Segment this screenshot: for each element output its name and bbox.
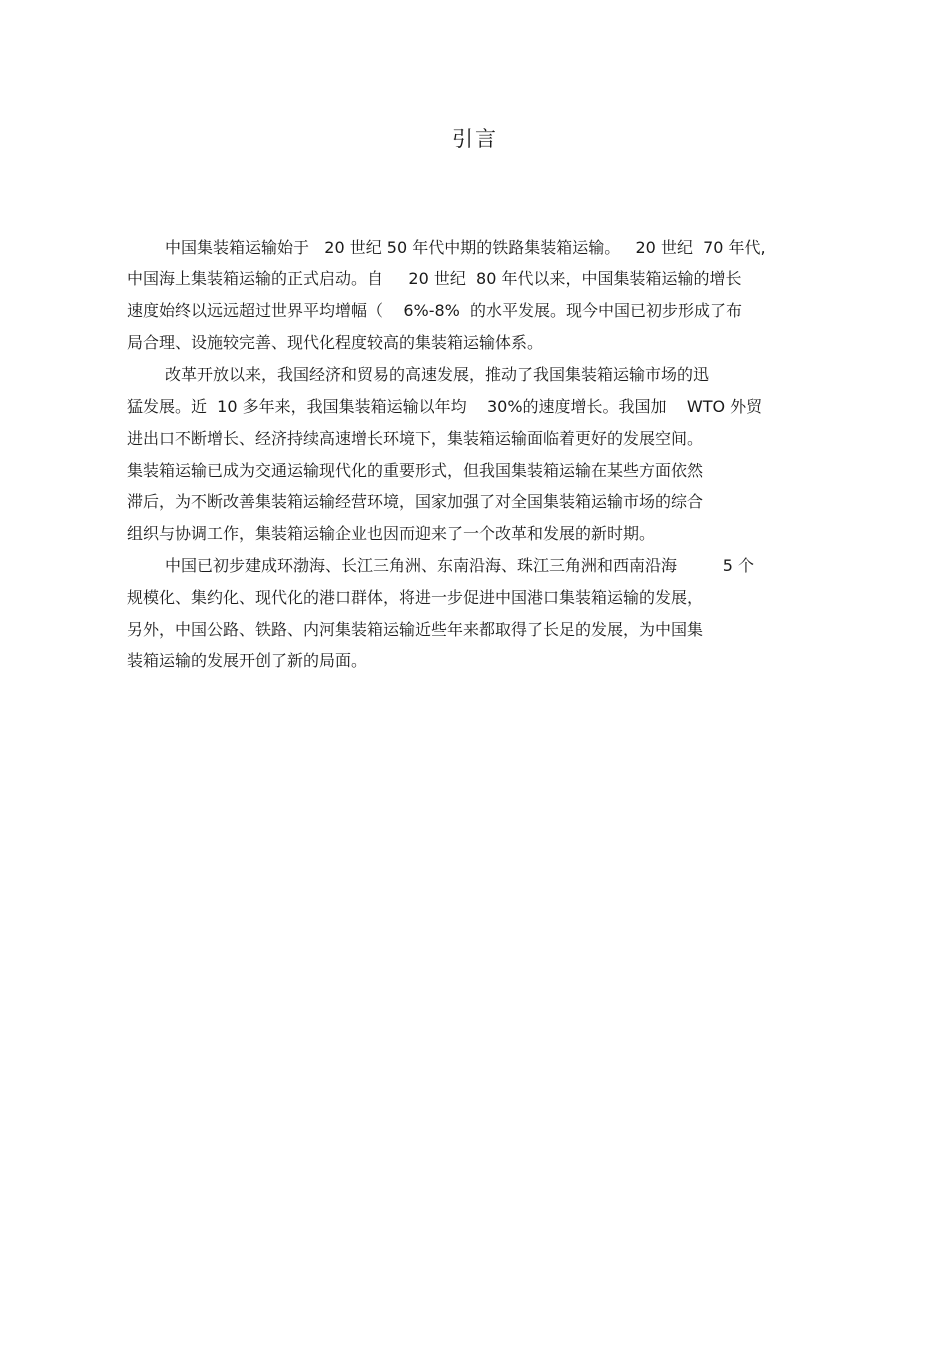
paragraph-line: 中国集装箱运输始于 20 世纪 50 年代中期的铁路集装箱运输。 20 世纪 70 年代, bbox=[165, 238, 766, 257]
paragraph-line: 速度始终以远远超过世界平均增幅（ 6%-8% 的水平发展。现今中国已初步形成了布 bbox=[127, 301, 743, 320]
paragraph-line: 集装箱运输已成为交通运输现代化的重要形式，但我国集装箱运输在某些方面依然 bbox=[127, 461, 704, 480]
page-title: 引言 bbox=[452, 127, 498, 151]
paragraph-line: 中国海上集装箱运输的正式启动。自 20 世纪 80 年代以来，中国集装箱运输的增长 bbox=[127, 269, 742, 288]
paragraph-line: 装箱运输的发展开创了新的局面。 bbox=[127, 651, 368, 670]
paragraph-line: 局合理、设施较完善、现代化程度较高的集装箱运输体系。 bbox=[127, 333, 544, 352]
paragraph-line: 中国已初步建成环渤海、长江三角洲、东南沿海、珠江三角洲和西南沿海 5 个 bbox=[165, 556, 755, 575]
paragraph-line: 改革开放以来，我国经济和贸易的高速发展，推动了我国集装箱运输市场的迅 bbox=[165, 365, 710, 384]
paragraph-line: 进出口不断增长、经济持续高速增长环境下，集装箱运输面临着更好的发展空间。 bbox=[127, 429, 704, 448]
paragraph-line: 另外，中国公路、铁路、内河集装箱运输近些年来都取得了长足的发展，为中国集 bbox=[127, 620, 704, 639]
paragraph-line: 规模化、集约化、现代化的港口群体，将进一步促进中国港口集装箱运输的发展， bbox=[127, 588, 704, 607]
paragraph-line: 滞后，为不断改善集装箱运输经营环境，国家加强了对全国集装箱运输市场的综合 bbox=[127, 492, 704, 511]
paragraph-line: 组织与协调工作，集装箱运输企业也因而迎来了一个改革和发展的新时期。 bbox=[127, 524, 656, 543]
paragraph-line: 猛发展。近 10 多年来，我国集装箱运输以年均 30%的速度增长。我国加 WTO 外贸 bbox=[127, 397, 763, 416]
